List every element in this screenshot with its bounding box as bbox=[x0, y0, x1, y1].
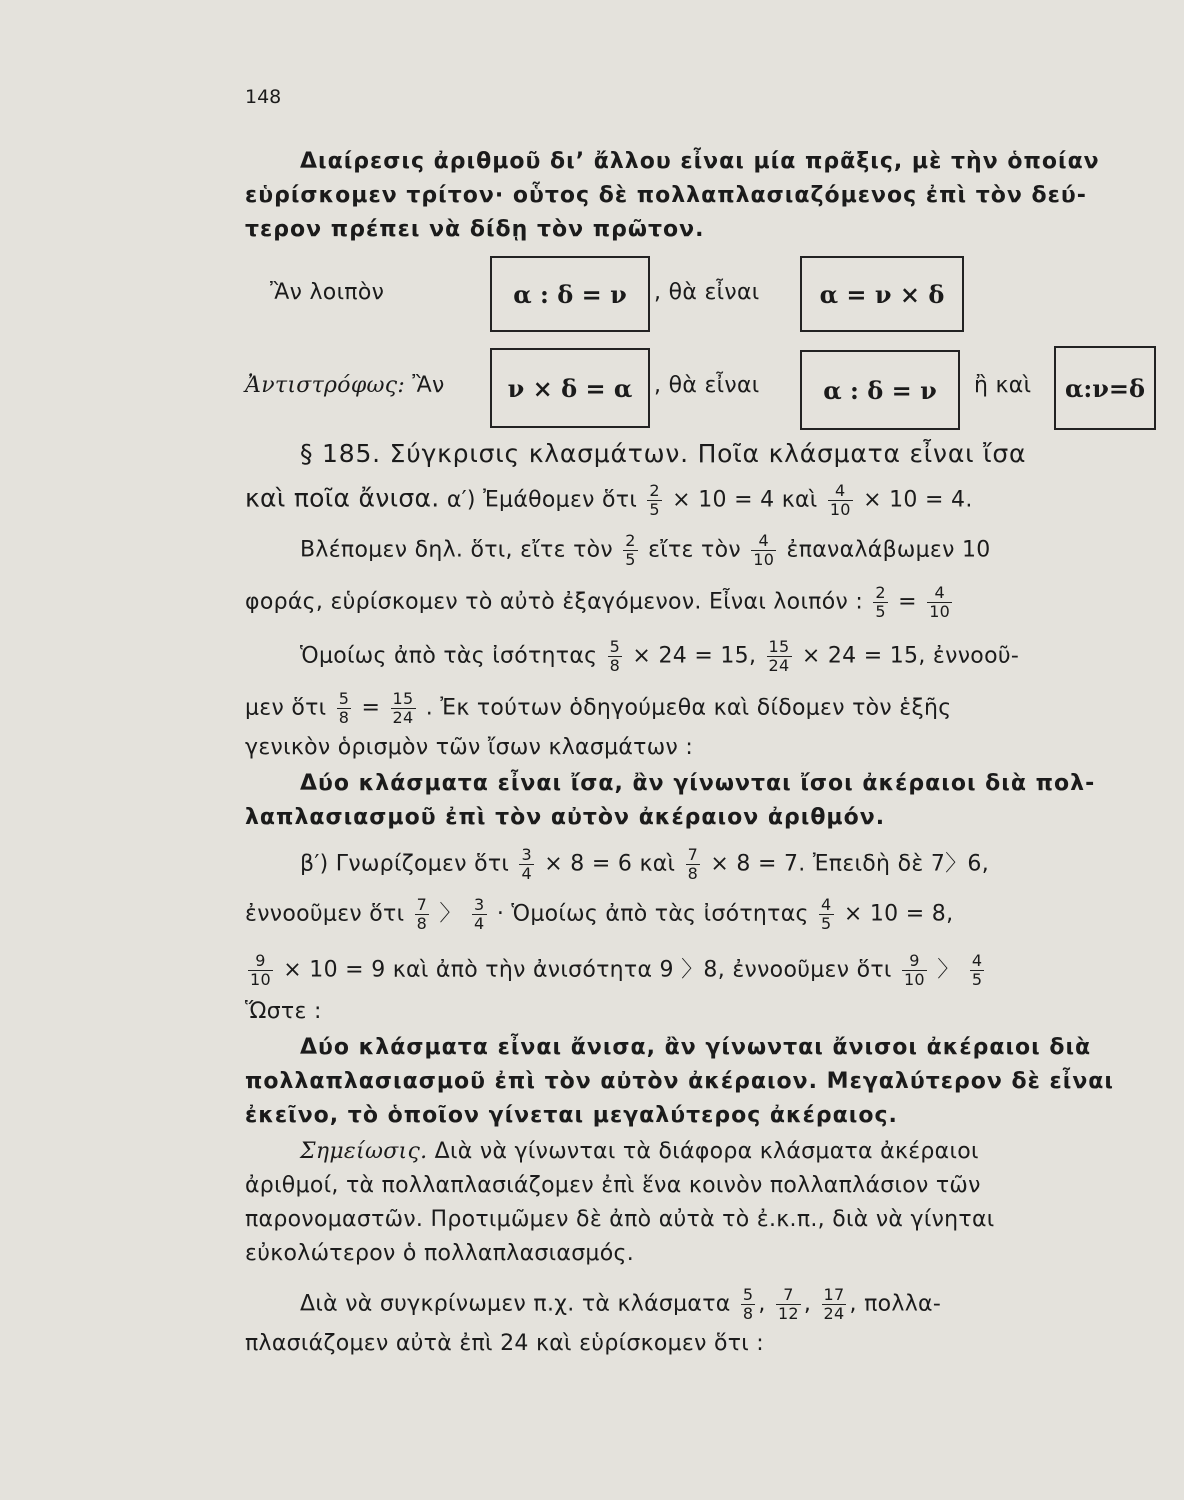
formula-box-product: ν × δ = α bbox=[490, 348, 650, 428]
fraction-4-10: $\frac{4}{10}$ bbox=[829, 481, 851, 519]
rule2-line-2: πολλαπλασιασμοῦ ἐπὶ τὸν αὐτὸν ἀκέραιον. Μεγαλύτερον δὲ εἶναι bbox=[245, 1069, 1114, 1094]
note-label: Σημείωσις. bbox=[300, 1139, 428, 1164]
row1-prefix: Ἂν λοιπὸν bbox=[270, 280, 385, 305]
fraction-5-8: $\frac{5}{8}$ bbox=[609, 637, 621, 675]
note-line-2: ἀριθμοί, τὰ πολλαπλασιάζομεν ἐπὶ ἕνα κοινὸν πολλαπλάσιον τῶν bbox=[245, 1173, 981, 1198]
formula-box-inverse: α:ν=δ bbox=[1054, 346, 1156, 430]
body-line-4: φοράς, εὑρίσκομεν τὸ αὐτὸ ἐξαγόμενον. Εἶναι λοιπόν : $\frac{2}{5}$ = $\frac{4}{10}$ bbox=[245, 583, 951, 621]
row2-joiner: ἢ καὶ bbox=[974, 373, 1032, 398]
fraction-7-12: $\frac{7}{12}$ bbox=[777, 1285, 799, 1323]
note-line-1: Σημείωσις. Διὰ νὰ γίνωνται τὰ διάφορα κλάσματα ἀκέραιοι bbox=[300, 1139, 979, 1164]
body-line-9: ἐννοοῦμεν ὅτι $\frac{7}{8}$ 〉 $\frac{3}{4}$ · Ὁμοίως ἀπὸ τὰς ἰσότητας $\frac{4}{5}$ × 10 = 8, bbox=[245, 895, 954, 933]
fraction-7-8: $\frac{7}{8}$ bbox=[687, 845, 699, 883]
page-number: 148 bbox=[245, 86, 282, 108]
body-line-3: Βλέπομεν δηλ. ὅτι, εἴτε τὸν $\frac{2}{5}$ εἴτε τὸν $\frac{4}{10}$ ἐπαναλάβωμεν 10 bbox=[300, 531, 991, 569]
body-line-7: γενικὸν ὁρισμὸν τῶν ἴσων κλασμάτων : bbox=[245, 735, 694, 760]
intro-line-3: τερον πρέπει νὰ δίδῃ τὸν πρῶτον. bbox=[245, 217, 705, 242]
fraction-4-10: $\frac{4}{10}$ bbox=[753, 531, 775, 569]
fraction-4-5: $\frac{4}{5}$ bbox=[821, 895, 832, 933]
row2-middle: , θὰ εἶναι bbox=[654, 373, 760, 398]
fraction-3-4: $\frac{3}{4}$ bbox=[521, 845, 532, 883]
row2-prefix bbox=[245, 372, 445, 400]
fraction-17-24: $\frac{17}{24}$ bbox=[823, 1285, 845, 1323]
row1-middle: , θὰ εἶναι bbox=[654, 280, 760, 305]
body-line-5: Ὁμοίως ἀπὸ τὰς ἰσότητας $\frac{5}{8}$ × 24 = 15, $\frac{15}{24}$ × 24 = 15, ἐννοοῦ- bbox=[300, 637, 1020, 675]
formula-box-quotient: α : δ = ν bbox=[800, 350, 960, 430]
rule1-line-1: Δύο κλάσματα εἶναι ἴσα, ἂν γίνωνται ἴσοι ἀκέραιοι διὰ πολ- bbox=[300, 771, 1096, 796]
section-title-line-1: § 185. Σύγκρισις κλασμάτων. Ποῖα κλάσματα εἶναι ἴσα bbox=[300, 439, 1027, 468]
row2-if: Ἂν bbox=[412, 373, 445, 398]
formula-box-division: α : δ = ν bbox=[490, 256, 650, 332]
fraction-9-10: $\frac{9}{10}$ bbox=[903, 951, 925, 989]
body-line-10: $\frac{9}{10}$ × 10 = 9 καὶ ἀπὸ τὴν ἀνισότητα 9 〉8, ἐννοοῦμεν ὅτι $\frac{9}{10}$ 〉 $\frac{4}{5}$ bbox=[250, 951, 983, 989]
intro-line-1: Διαίρεσις ἀριθμοῦ δι’ ἄλλου εἶναι μία πρᾶξις, μὲ τὴν ὁποίαν bbox=[300, 149, 1100, 174]
intro-line-2: εὑρίσκομεν τρίτον· οὗτος δὲ πολλαπλασιαζόμενος ἐπὶ τὸν δεύ- bbox=[245, 183, 1087, 208]
fraction-9-10: $\frac{9}{10}$ bbox=[250, 951, 271, 989]
section-title-end: καὶ ποῖα ἄνισα. bbox=[245, 483, 440, 513]
note-line-4: εὐκολώτερον ὁ πολλαπλασιασμός. bbox=[245, 1241, 634, 1266]
body-line-11: Ὥστε : bbox=[245, 999, 322, 1024]
body-line-12: Διὰ νὰ συγκρίνωμεν π.χ. τὰ κλάσματα $\frac{5}{8}$ , $\frac{7}{12}$ , $\frac{17}{24}$ , πολλα- bbox=[300, 1285, 942, 1323]
note-line-3: παρονομαστῶν. Προτιμῶμεν δὲ ἀπὸ αὐτὰ τὸ ἐ.κ.π., διὰ νὰ γίνηται bbox=[245, 1207, 995, 1232]
fraction-2-5: $\frac{2}{5}$ bbox=[649, 481, 660, 519]
text-a-learned: α′) Ἐμάθομεν ὅτι bbox=[446, 487, 638, 513]
rule2-line-1: Δύο κλάσματα εἶναι ἄνισα, ἂν γίνωνται ἄνισοι ἀκέραιοι διὰ bbox=[300, 1035, 1092, 1060]
row2-italic-word: Ἀντιστρόφως: bbox=[245, 373, 406, 398]
fraction-4-10: $\frac{4}{10}$ bbox=[929, 583, 951, 621]
fraction-2-5: $\frac{2}{5}$ bbox=[625, 531, 636, 569]
fraction-3-4: $\frac{3}{4}$ bbox=[474, 895, 485, 933]
fraction-2-5: $\frac{2}{5}$ bbox=[875, 583, 886, 621]
fraction-5-8: $\frac{5}{8}$ bbox=[742, 1285, 754, 1323]
body-line-6: μεν ὅτι $\frac{5}{8}$ = $\frac{15}{24}$ . Ἐκ τούτων ὁδηγούμεθα καὶ δίδομεν τὸν ἑξῆς bbox=[245, 689, 952, 727]
formula-box-multiplication: α = ν × δ bbox=[800, 256, 964, 332]
fraction-5-8: $\frac{5}{8}$ bbox=[338, 689, 350, 727]
rule2-line-3: ἐκεῖνο, τὸ ὁποῖον γίνεται μεγαλύτερος ἀκέραιος. bbox=[245, 1103, 898, 1128]
section-title-line-2: καὶ ποῖα ἄνισα. α′) Ἐμάθομεν ὅτι $\frac{2}{5}$ × 10 = 4 καὶ $\frac{4}{10}$ × 10 = 4. bbox=[245, 481, 973, 519]
fraction-7-8: $\frac{7}{8}$ bbox=[416, 895, 428, 933]
fraction-15-24: $\frac{15}{24}$ bbox=[392, 689, 414, 727]
fraction-4-5: $\frac{4}{5}$ bbox=[971, 951, 983, 989]
body-line-8: β′) Γνωρίζομεν ὅτι $\frac{3}{4}$ × 8 = 6 καὶ $\frac{7}{8}$ × 8 = 7. Ἐπειδὴ δὲ 7〉6, bbox=[300, 845, 990, 883]
body-line-13: πλασιάζομεν αὐτὰ ἐπὶ 24 καὶ εὑρίσκομεν ὅτι : bbox=[245, 1331, 765, 1356]
rule1-line-2: λαπλασιασμοῦ ἐπὶ τὸν αὐτὸν ἀκέραιον ἀριθμόν. bbox=[245, 805, 886, 830]
fraction-15-24: $\frac{15}{24}$ bbox=[768, 637, 790, 675]
